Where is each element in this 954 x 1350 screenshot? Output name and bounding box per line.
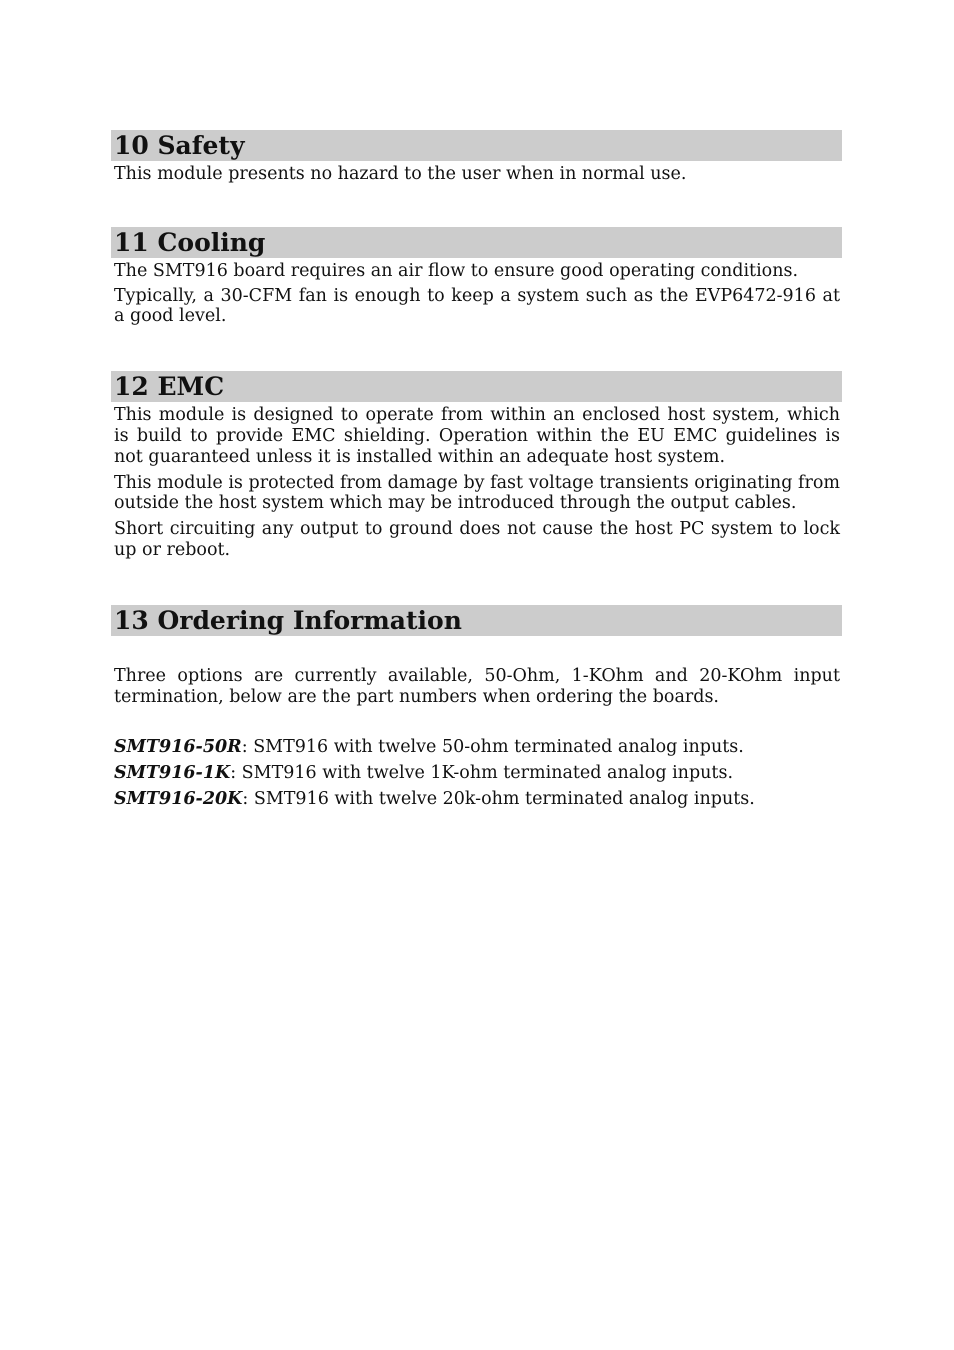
- section-heading-ordering-information: 13 Ordering Information: [111, 605, 842, 636]
- section-emc: [111, 371, 842, 561]
- ordering-intro: Three options are currently available, 50-Ohm, 1-KOhm and 20-KOhm input termination, below are the part numbers when ordering the boards.: [114, 665, 840, 707]
- section-body-safety: [111, 164, 842, 185]
- section-body-cooling: [111, 261, 842, 327]
- part-number-item: [114, 737, 840, 758]
- document-page: [111, 130, 842, 815]
- section-heading-emc: 12 EMC: [111, 371, 842, 402]
- part-number-list: [114, 737, 840, 809]
- paragraph: This module is designed to operate from within an enclosed host system, which is build to provide EMC shielding. Operation within the EU EMC guidelines is not guaranteed unless it is installed within an adequate host system.: [114, 405, 840, 467]
- section-safety: [111, 130, 842, 185]
- section-body-emc: [111, 405, 842, 561]
- paragraph: This module is protected from damage by fast voltage transients originating from outside the host system which may be introduced through the output cables.: [114, 472, 840, 514]
- part-code: SMT916-20K: [114, 788, 243, 809]
- part-code: SMT916-1K: [114, 763, 231, 784]
- part-description: : SMT916 with twelve 50-ohm terminated analog inputs.: [241, 737, 744, 758]
- part-description: : SMT916 with twelve 20k-ohm terminated analog inputs.: [242, 788, 755, 809]
- section-heading-cooling: 11 Cooling: [111, 227, 842, 258]
- section-cooling: [111, 227, 842, 327]
- paragraph: This module presents no hazard to the user when in normal use.: [114, 164, 687, 184]
- paragraph: The SMT916 board requires an air flow to ensure good operating conditions.: [114, 260, 799, 281]
- part-code: SMT916-50R: [114, 737, 242, 758]
- section-heading-safety: 10 Safety: [111, 130, 842, 161]
- paragraph: Short circuiting any output to ground does not cause the host PC system to lock up or reboot.: [114, 519, 840, 560]
- part-description: : SMT916 with twelve 1K-ohm terminated analog inputs.: [230, 763, 734, 784]
- section-ordering-information: [111, 605, 842, 810]
- paragraph: Typically, a 30-CFM fan is enough to keep a system such as the EVP6472-916 at a good level.: [114, 285, 840, 327]
- part-number-item: [114, 763, 840, 784]
- section-body-ordering-information: [111, 666, 842, 810]
- part-number-item: [114, 789, 840, 810]
